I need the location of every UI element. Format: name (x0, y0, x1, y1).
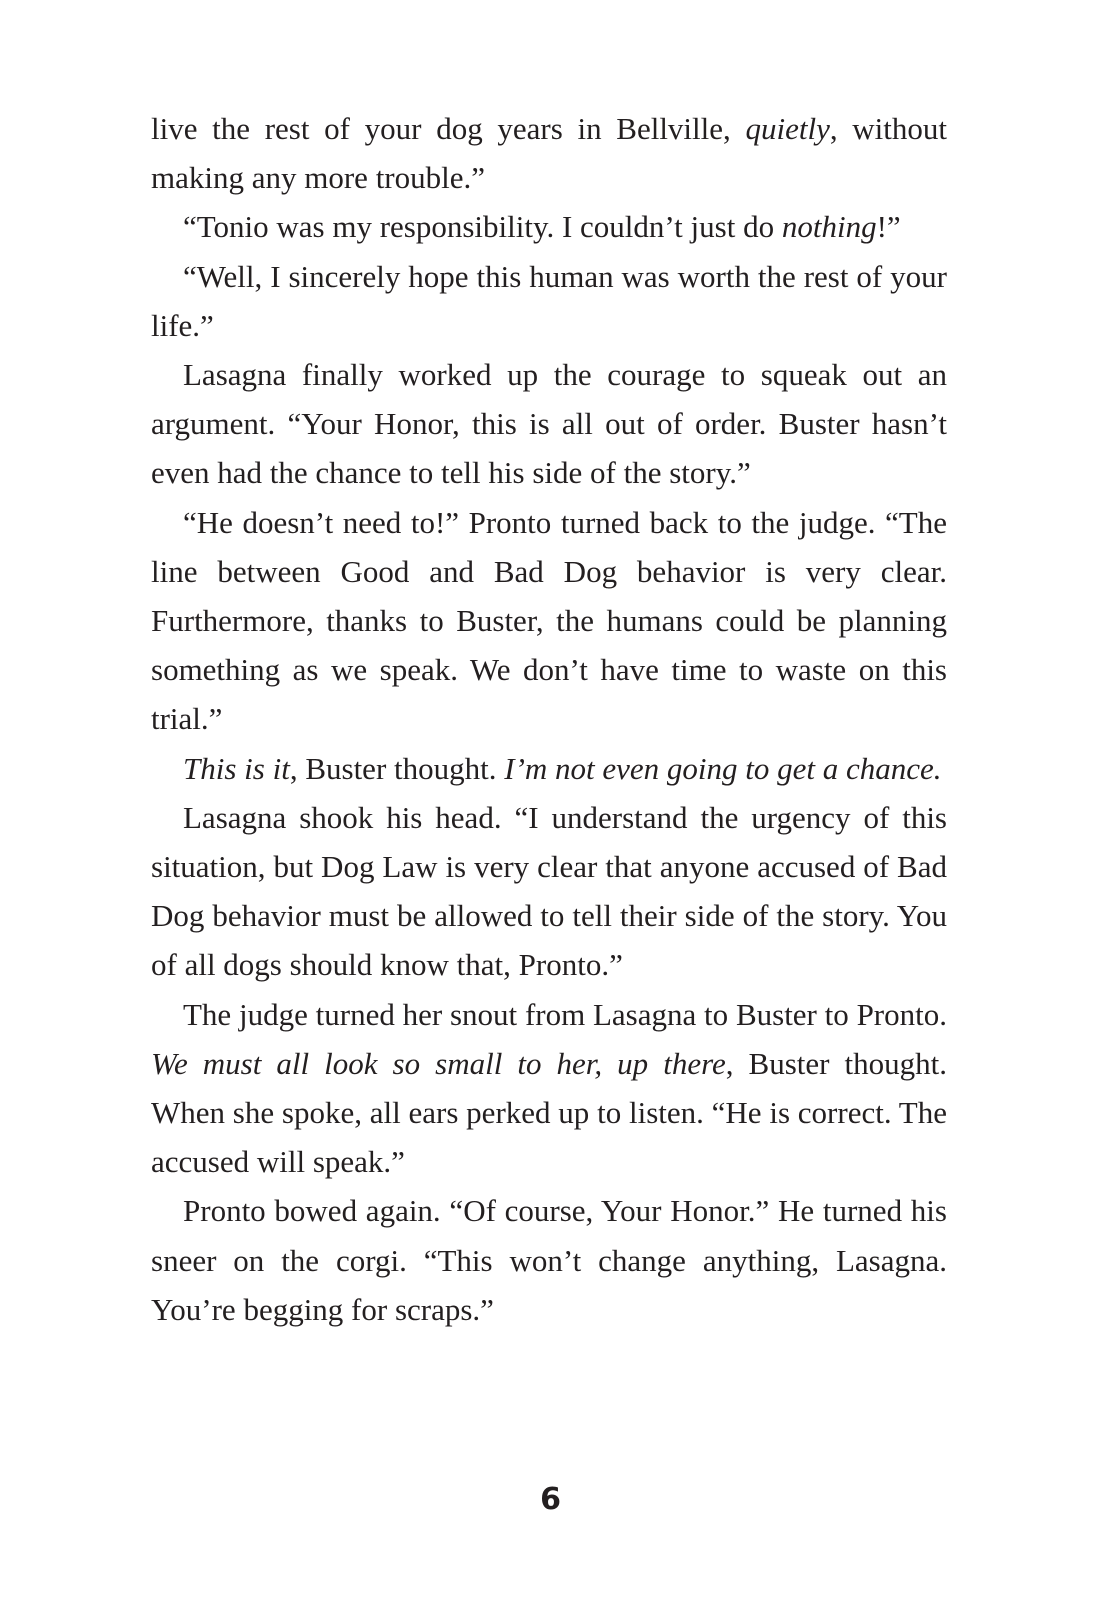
italic-text: I’m not even going to get a chance. (504, 750, 942, 786)
paragraph (151, 498, 947, 744)
paragraph (151, 793, 947, 990)
italic-text: We must all look so small to her, up there (151, 1045, 726, 1081)
page-number: 6 (540, 1482, 561, 1517)
text-run: Lasagna finally worked up the courage to squeak out an argument. “Your Honor, this is all out of order. Buster hasn’t even had the chance to tell his side of the story.” (151, 357, 947, 491)
paragraph (151, 990, 947, 1187)
paragraph (151, 202, 947, 251)
paragraph (151, 104, 947, 202)
text-run: !” (876, 209, 901, 245)
page-body-text (151, 104, 947, 1334)
text-run: , Buster thought. When she spoke, all ears perked up to listen. “He is correct. The accused will speak.” (151, 1045, 947, 1180)
italic-text: quietly (745, 111, 830, 146)
text-run: “Well, I sincerely hope this human was worth the rest of your life.” (151, 258, 947, 343)
paragraph (151, 350, 947, 498)
text-run: “He doesn’t need to!” Pronto turned back to the judge. “The line between Good and Bad Dog behavior is very clear. Furthermore, thanks to Buster, the humans could be planning something as we speak. We don’t have time to waste on this trial.” (151, 504, 947, 737)
text-run: Lasagna shook his head. “I understand the urgency of this situation, but Dog Law is very clear that anyone accused of Bad Dog behavior must be allowed to tell their side of the story. You of all dogs should know that, Pronto.” (151, 799, 947, 983)
italic-text: nothing (781, 209, 877, 245)
text-run: , Buster thought. (289, 750, 505, 786)
italic-text: This is it (183, 750, 290, 786)
text-run: Pronto bowed again. “Of course, Your Honor.” He turned his sneer on the corgi. “This won’t change anything, Lasagna. You’re begging for scraps.” (151, 1193, 947, 1327)
text-run: “Tonio was my responsibility. I couldn’t just do (183, 209, 782, 245)
text-run: live the rest of your dog years in Bellville, (151, 111, 746, 146)
paragraph (151, 252, 947, 350)
paragraph (151, 1186, 947, 1334)
text-run: The judge turned her snout from Lasagna to Buster to Pronto. (183, 996, 947, 1032)
paragraph (151, 744, 947, 793)
text-run: , without making any more trouble.” (151, 111, 947, 196)
